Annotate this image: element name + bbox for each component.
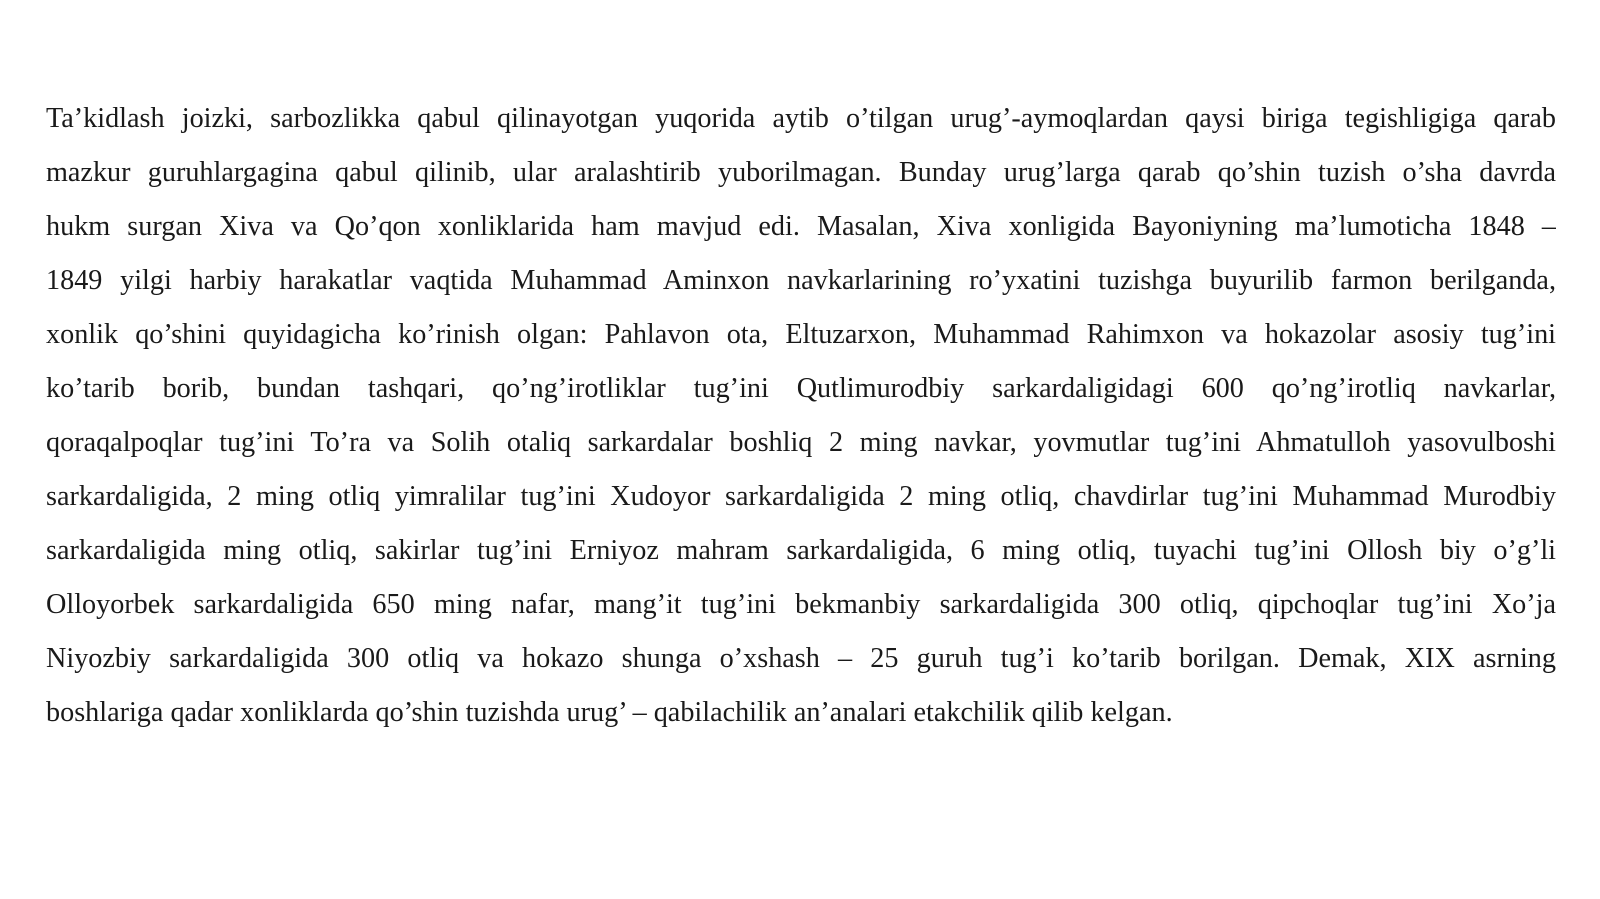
paragraph-line-8: sarkardaligida, 2 ming otliq yimralilar tug’ini Xudoyor sarkardaligida 2 ming otliq, chavdirlar tug’ini Muhammad Murodbiy — [46, 481, 1556, 512]
paragraph-line-9: sarkardaligida ming otliq, sakirlar tug’ini Erniyoz mahram sarkardaligida, 6 ming otliq, tuyachi tug’ini Ollosh biy o’g’li — [46, 535, 1556, 566]
paragraph-line-3: hukm surgan Xiva va Qo’qon xonliklarida ham mavjud edi. Masalan, Xiva xonligida Bayoniyning ma’lumoticha 1848 – — [46, 211, 1556, 242]
body-paragraph — [46, 92, 1556, 740]
paragraph-line-12: boshlariga qadar xonliklarda qo’shin tuzishda urug’ – qabilachilik an’analari etakchilik qilib kelgan. — [46, 697, 1173, 728]
paragraph-line-4: 1849 yilgi harbiy harakatlar vaqtida Muhammad Aminxon navkarlarining ro’yxatini tuzishga buyurilib farmon berilganda, — [46, 265, 1556, 296]
paragraph-line-7: qoraqalpoqlar tug’ini To’ra va Solih otaliq sarkardalar boshliq 2 ming navkar, yovmutlar tug’ini Ahmatulloh yasovulboshi — [46, 427, 1556, 458]
paragraph-line-2: mazkur guruhlargagina qabul qilinib, ular aralashtirib yuborilmagan. Bunday urug’larga qarab qo’shin tuzish o’sha davrda — [46, 157, 1556, 188]
paragraph-line-1: Ta’kidlash joizki, sarbozlikka qabul qilinayotgan yuqorida aytib o’tilgan urug’-aymoqlardan qaysi biriga tegishligiga qarab — [46, 103, 1556, 134]
paragraph-line-5: xonlik qo’shini quyidagicha ko’rinish olgan: Pahlavon ota, Eltuzarxon, Muhammad Rahimxon va hokazolar asosiy tug’ini — [46, 319, 1556, 350]
paragraph-line-6: ko’tarib borib, bundan tashqari, qo’ng’irotliklar tug’ini Qutlimurodbiy sarkardaligidagi 600 qo’ng’irotliq navkarlar, — [46, 373, 1556, 404]
paragraph-line-10: Olloyorbek sarkardaligida 650 ming nafar, mang’it tug’ini bekmanbiy sarkardaligida 300 otliq, qipchoqlar tug’ini Xo’ja — [46, 589, 1556, 620]
paragraph-line-11: Niyozbiy sarkardaligida 300 otliq va hokazo shunga o’xshash – 25 guruh tug’i ko’tarib borilgan. Demak, XIX asrning — [46, 643, 1556, 674]
